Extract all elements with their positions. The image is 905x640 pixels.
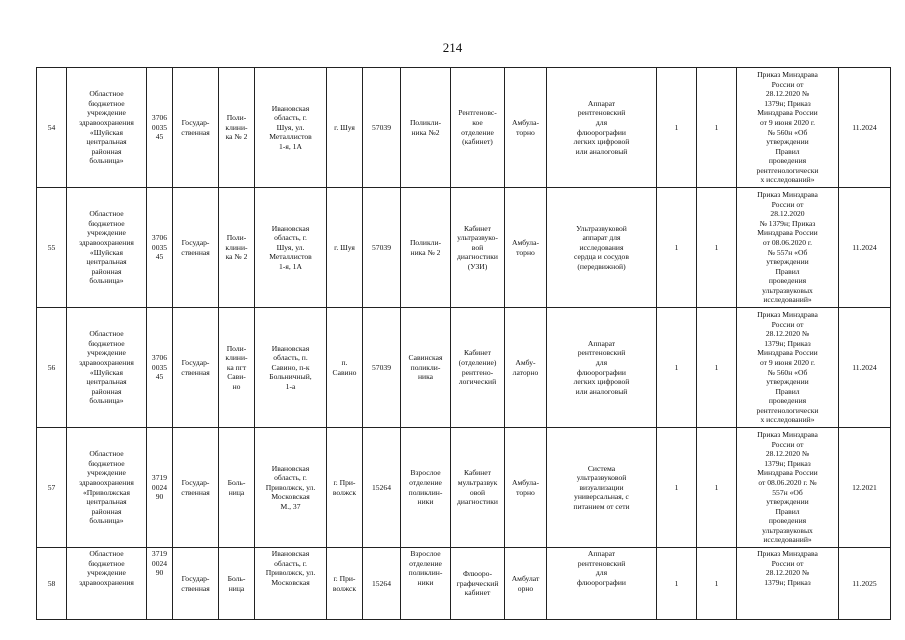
care-conditions: Амбула- торно (505, 188, 547, 308)
structural-unit: Поли- клини- ка № 2 (219, 68, 255, 188)
room: Кабинет ультразвуко- вой диагностики (УЗИ) (451, 188, 505, 308)
structural-unit: Боль- ница (219, 548, 255, 620)
care-conditions: Амбулат орно (505, 548, 547, 620)
address: Ивановская область, п. Савино, п-к Больничный, 1-а (255, 308, 327, 428)
locality: г. Шуя (327, 68, 363, 188)
equipment-name: Ультразвуковой аппарат для исследования сердца и сосудов (передвижной) (547, 188, 657, 308)
organization-name: Областное бюджетное учреждение здравоохранения «Шуйская центральная районная больница» (67, 68, 147, 188)
delivery-date: 11.2024 (839, 68, 891, 188)
equipment-name: Аппарат рентгеновский для флюорографии легких цифровой или аналоговый (547, 308, 657, 428)
division: Поликли- ника № 2 (401, 188, 451, 308)
organization-code: 3719 0024 90 (147, 428, 173, 548)
quantity-required: 1 (657, 428, 697, 548)
room: Рентгеновс- кое отделение (кабинет) (451, 68, 505, 188)
organization-name: Областное бюджетное учреждение здравоохранения «Приволжская центральная районная больница» (67, 428, 147, 548)
regulatory-order: Приказ Минздрава России от 28.12.2020 № 1379н; Приказ Минздрава России от 08.06.2020 г. № 557н «Об утверждении Правил проведения ультразвуковых исследований» (737, 428, 839, 548)
locality: г. При- волжск (327, 428, 363, 548)
row-number: 54 (37, 68, 67, 188)
equipment-name: Система ультразвуковой визуализации универсальная, с питанием от сети (547, 428, 657, 548)
address: Ивановская область, г. Приволжск, ул. Московская (255, 548, 327, 620)
structural-unit: Поли- клини- ка № 2 (219, 188, 255, 308)
division: Поликли- ника №2 (401, 68, 451, 188)
quantity-planned: 1 (697, 308, 737, 428)
regulatory-order: Приказ Минздрава России от 28.12.2020 № 1379н; Приказ Минздрава России от 9 июня 2020 г. № 560н «Об утверждении Правил проведения рентгенологически х исследований» (737, 308, 839, 428)
table-row (37, 68, 891, 188)
delivery-date: 11.2024 (839, 308, 891, 428)
equipment-register-table (36, 67, 891, 620)
room: Кабинет мультразвук овой диагностики (451, 428, 505, 548)
division: Взрослое отделение поликлин- ники (401, 548, 451, 620)
quantity-planned: 1 (697, 428, 737, 548)
organization-code: 3706 0035 45 (147, 308, 173, 428)
quantity-planned: 1 (697, 548, 737, 620)
page-number: 214 (442, 40, 463, 55)
quantity-required: 1 (657, 188, 697, 308)
organization-name: Областное бюджетное учреждение здравоохранения (67, 548, 147, 620)
table-row (37, 188, 891, 308)
regulatory-order: Приказ Минздрава России от 28.12.2020 № 1379н; Приказ Минздрава России от 9 июня 2020 г. № 560н «Об утверждении Правил проведения рентгенологически х исследований» (737, 68, 839, 188)
address: Ивановская область, г. Шуя, ул. Металлистов 1-я, 1А (255, 68, 327, 188)
oktmo-code: 15264 (363, 548, 401, 620)
ownership-form: Государ- ственная (173, 68, 219, 188)
equipment-name: Аппарат рентгеновский для флюорографии легких цифровой или аналоговый (547, 68, 657, 188)
structural-unit: Боль- ница (219, 428, 255, 548)
address: Ивановская область, г. Шуя, ул. Металлистов 1-я, 1А (255, 188, 327, 308)
quantity-required: 1 (657, 68, 697, 188)
row-number: 56 (37, 308, 67, 428)
address: Ивановская область, г. Приволжск, ул. Московская М., 37 (255, 428, 327, 548)
ownership-form: Государ- ственная (173, 188, 219, 308)
organization-name: Областное бюджетное учреждение здравоохранения «Шуйская центральная районная больница» (67, 188, 147, 308)
organization-code: 3706 0035 45 (147, 68, 173, 188)
room: Флюоро- графический кабинет (451, 548, 505, 620)
division: Савинская поликли- ника (401, 308, 451, 428)
equipment-name: Аппарат рентгеновский для флюорографии (547, 548, 657, 620)
organization-code: 3706 0035 45 (147, 188, 173, 308)
oktmo-code: 57039 (363, 188, 401, 308)
room: Кабинет (отделение) рентгено- логический (451, 308, 505, 428)
table-row (37, 308, 891, 428)
table-row (37, 428, 891, 548)
row-number: 55 (37, 188, 67, 308)
organization-code: 3719 0024 90 (147, 548, 173, 620)
care-conditions: Амбула- торно (505, 428, 547, 548)
delivery-date: 11.2025 (839, 548, 891, 620)
ownership-form: Государ- ственная (173, 308, 219, 428)
quantity-required: 1 (657, 548, 697, 620)
row-number: 57 (37, 428, 67, 548)
division: Взрослое отделение поликлин- ники (401, 428, 451, 548)
locality: п. Савино (327, 308, 363, 428)
care-conditions: Амбула- торно (505, 68, 547, 188)
oktmo-code: 15264 (363, 428, 401, 548)
ownership-form: Государ- ственная (173, 548, 219, 620)
regulatory-order: Приказ Минздрава России от 28.12.2020 № 1379н; Приказ Минздрава России от 08.06.2020 г. № 557н «Об утверждении Правил проведения ультразвуковых исследований» (737, 188, 839, 308)
delivery-date: 12.2021 (839, 428, 891, 548)
quantity-planned: 1 (697, 68, 737, 188)
structural-unit: Поли- клини- ка пгт Сави- но (219, 308, 255, 428)
locality: г. Шуя (327, 188, 363, 308)
table-row (37, 548, 891, 620)
regulatory-order: Приказ Минздрава России от 28.12.2020 № 1379н; Приказ (737, 548, 839, 620)
locality: г. При- волжск (327, 548, 363, 620)
ownership-form: Государ- ственная (173, 428, 219, 548)
quantity-required: 1 (657, 308, 697, 428)
organization-name: Областное бюджетное учреждение здравоохранения «Шуйская центральная районная больница» (67, 308, 147, 428)
row-number: 58 (37, 548, 67, 620)
care-conditions: Амбу- латорно (505, 308, 547, 428)
quantity-planned: 1 (697, 188, 737, 308)
oktmo-code: 57039 (363, 308, 401, 428)
delivery-date: 11.2024 (839, 188, 891, 308)
oktmo-code: 57039 (363, 68, 401, 188)
